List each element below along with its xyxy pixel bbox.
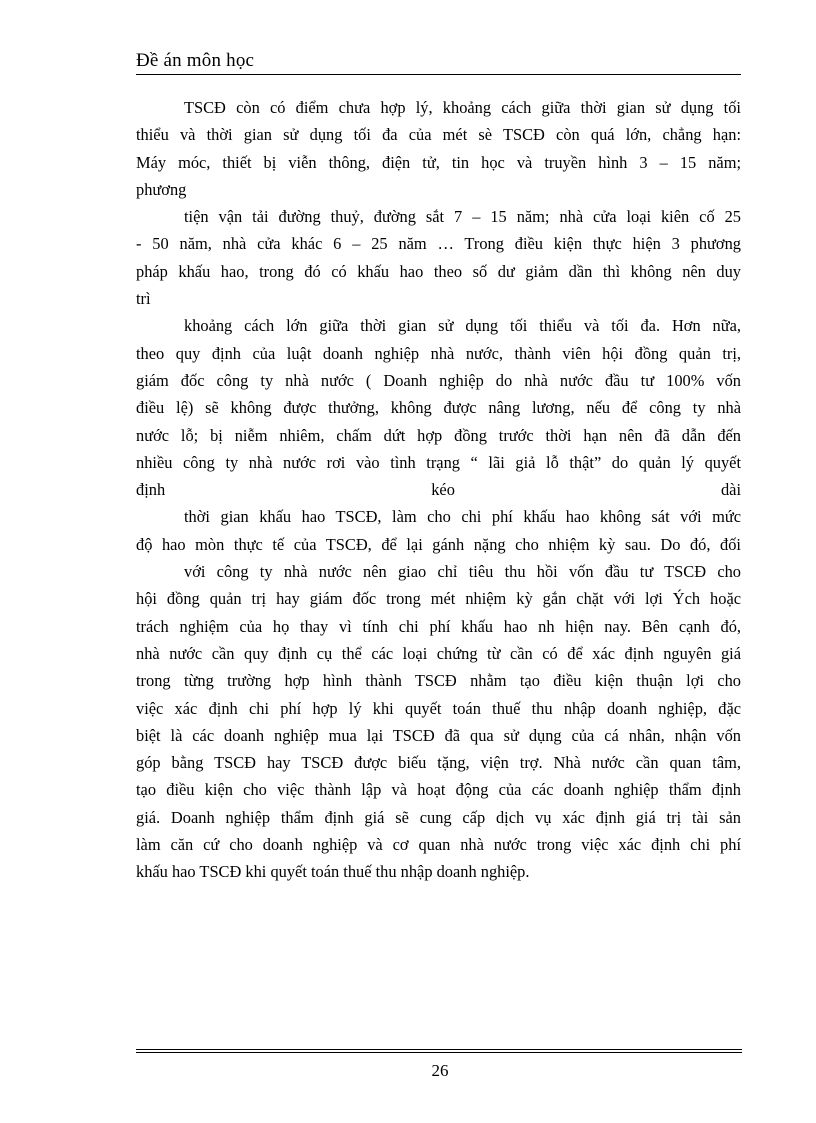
page-number: 26 [431,1061,449,1080]
text-line: nhiều công ty nhà nước rơi vào tình trạng “ lãi giả lỗ thật” do quản lý quyết [136,452,741,472]
footer-divider-top [136,1049,742,1050]
text-line: làm căn cứ cho doanh nghiệp và cơ quan nhà nước trong việc xác định chi phí [136,835,741,855]
text-line: định kéo dài [136,480,741,500]
text-line: giám đốc công ty nhà nước ( Doanh nghiệp do nhà nước đầu tư 100% vốn [136,370,741,390]
text-line: thời gian khấu hao TSCĐ, làm cho chi phí khấu hao không sát với mức [184,507,741,527]
text-line: khoảng cách lớn giữa thời gian sử dụng tối thiểu và tối đa. Hơn nữa, [184,316,741,336]
text-line: khấu hao TSCĐ khi quyết toán thuế thu nhập doanh nghiệp. [136,862,530,882]
text-line: phương [136,179,187,199]
text-line: độ hao mòn thực tế của TSCĐ, để lại gánh nặng cho nhiệm kỳ sau. Do đó, đối [136,534,741,554]
header-divider [136,74,741,75]
footer-divider-bottom [136,1052,742,1053]
page-header-title: Đề án môn học [136,50,255,71]
text-line: giá. Doanh nghiệp thẩm định giá sẽ cung cấp dịch vụ xác định giá trị tài sản [136,807,741,827]
text-line: - 50 năm, nhà cửa khác 6 – 25 năm … Trong điều kiện thực hiện 3 phương [136,234,741,254]
text-line: trì [136,289,151,309]
text-line: trong từng trường hợp hình thành TSCĐ nhằm tạo điều kiện thuận lợi cho [136,671,741,691]
text-line: tạo điều kiện cho việc thành lập và hoạt động của các doanh nghiệp thẩm định [136,780,741,800]
text-line: góp bằng TSCĐ hay TSCĐ được biếu tặng, viện trợ. Nhà nước cần quan tâm, [136,753,741,773]
text-line: hội đồng quản trị hay giám đốc trong mét nhiệm kỳ gắn chặt với lợi Ých hoặc [136,589,741,609]
text-line: theo quy định của luật doanh nghiệp nhà nước, thành viên hội đồng quản trị, [136,343,741,363]
text-line: nước lỗ; bị niễm nhiêm, chấm dứt hợp đồng trước thời hạn nên đã dẫn đến [136,425,741,445]
text-line: trách nghiệm của họ thay vì tính chi phí khấu hao nh hiện nay. Bên cạnh đó, [136,616,741,636]
text-line: Máy móc, thiết bị viễn thông, điện tử, tin học và truyền hình 3 – 15 năm; [136,152,741,172]
text-line: điều lệ) sẽ không được thưởng, không được nâng lương, nếu để công ty nhà [136,398,741,418]
text-line: TSCĐ còn có điểm chưa hợp lý, khoảng cách giữa thời gian sử dụng tối [184,98,741,117]
text-line: thiểu và thời gian sử dụng tối đa của mét sè TSCĐ còn quá lớn, chẳng hạn: [136,125,741,145]
text-line: biệt là các doanh nghiệp mua lại TSCĐ đã qua sử dụng của cá nhân, nhận vốn [136,725,741,745]
body-text [136,94,741,886]
text-line: với công ty nhà nước nên giao chỉ tiêu thu hồi vốn đầu tư TSCĐ cho [184,562,741,582]
text-line: nhà nước cần quy định cụ thể các loại chứng từ cần có để xác định nguyên giá [136,643,741,663]
text-line: pháp khấu hao, trong đó có khấu hao theo số dư giảm dần thì không nên duy [136,261,741,281]
text-line: việc xác định chi phí hợp lý khi quyết toán thuế thu nhập doanh nghiệp, đặc [136,698,741,718]
text-line: tiện vận tải đường thuỷ, đường sắt 7 – 15 năm; nhà cửa loại kiên cố 25 [184,207,741,227]
